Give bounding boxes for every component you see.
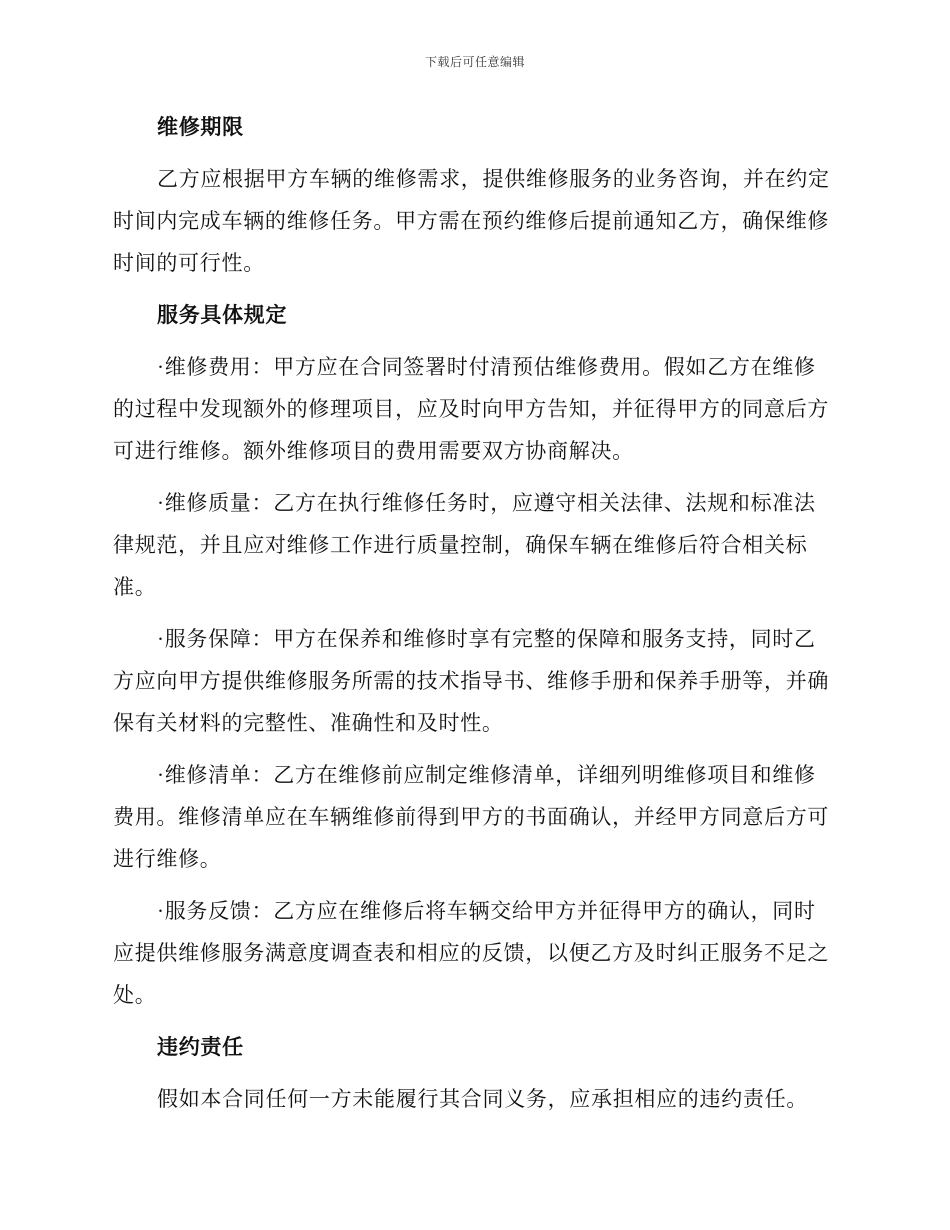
bullet-paragraph [113,618,843,744]
paragraph-line: 方应向甲方提供维修服务所需的技术指导书、维修手册和保养手册等，并确 [113,669,830,693]
paragraph-line: 保有关材料的完整性、准确性和及时性。 [113,711,504,735]
section-heading: 维修期限 [157,115,244,139]
paragraph-line: 处。 [113,983,157,1007]
paragraph-line: 的过程中发现额外的修理项目，应及时向甲方告知，并征得甲方的同意后方 [113,397,830,421]
paragraph-line: ·维修费用：甲方应在合同签署时付清预估维修费用。假如乙方在维修 [157,355,816,379]
paragraph-line: ·维修质量：乙方在执行维修任务时，应遵守相关法律、法规和标准法 [157,491,816,515]
section-heading: 违约责任 [157,1035,244,1059]
paragraph-line: 假如本合同任何一方未能履行其合同义务，应承担相应的违约责任。 [157,1087,808,1111]
paragraph-line: 时间的可行性。 [113,251,265,275]
bullet-paragraph [113,890,843,1016]
paragraph-line: ·服务反馈：乙方应在维修后将车辆交给甲方并征得甲方的确认，同时 [157,899,816,923]
paragraph-line: 乙方应根据甲方车辆的维修需求，提供维修服务的业务咨询，并在约定 [157,167,830,191]
paragraph-line: 可进行维修。额外维修项目的费用需要双方协商解决。 [113,439,634,463]
paragraph-line: 费用。维修清单应在车辆维修前得到甲方的书面确认，并经甲方同意后方可 [113,805,830,829]
bullet-paragraph [113,482,843,608]
paragraph [113,1078,843,1120]
page-header: 下载后可任意编辑 [424,55,525,69]
bullet-paragraph [113,754,843,880]
paragraph-line: 律规范，并且应对维修工作进行质量控制，确保车辆在维修后符合相关标 [113,533,808,557]
bullet-paragraph [113,346,843,472]
section-heading: 服务具体规定 [157,303,288,327]
paragraph [113,158,843,284]
document-body [113,106,843,1130]
paragraph-line: 时间内完成车辆的维修任务。甲方需在预约维修后提前通知乙方，确保维修 [113,209,830,233]
paragraph-line: 准。 [113,575,157,599]
paragraph-line: 应提供维修服务满意度调查表和相应的反馈，以便乙方及时纠正服务不足之 [113,941,830,965]
paragraph-line: ·维修清单：乙方在维修前应制定维修清单，详细列明维修项目和维修 [157,763,816,787]
paragraph-line: 进行维修。 [113,847,222,871]
paragraph-line: ·服务保障：甲方在保养和维修时享有完整的保障和服务支持，同时乙 [157,627,816,651]
